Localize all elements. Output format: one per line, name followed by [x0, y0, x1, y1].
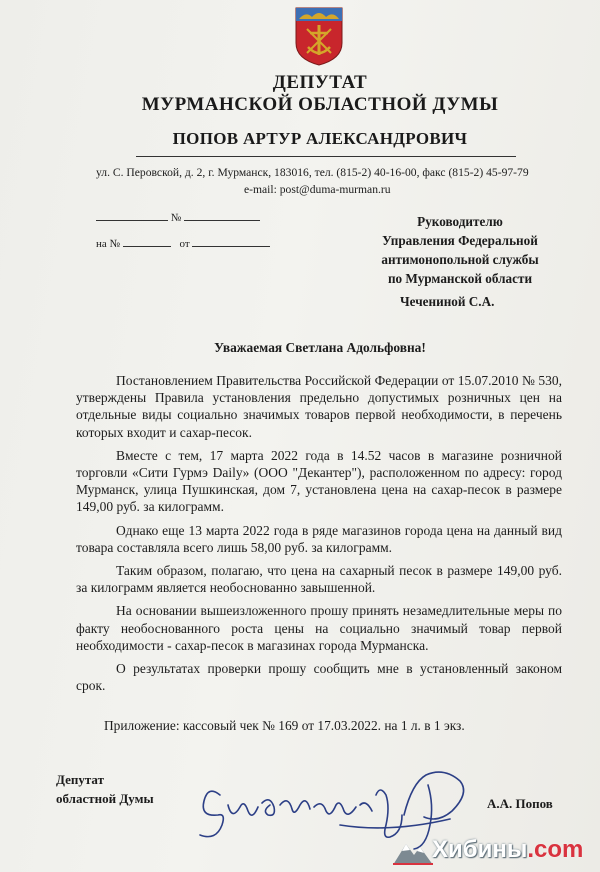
- letterhead-divider: [136, 156, 516, 157]
- attachment-note: Приложение: кассовый чек № 169 от 17.03.2022. на 1 л. в 1 экз.: [104, 718, 465, 733]
- signatory-name: А.А. Попов: [487, 796, 553, 811]
- recipient-line: Руководителю: [417, 214, 503, 229]
- reference-number-line: [96, 236, 270, 250]
- recipient-name: Чечениной С.А.: [400, 294, 495, 309]
- body-paragraph: Постановлением Правительства Российской Федерации от 15.07.2010 № 530, утверждены Правила установления предельно допустимых розничных цен на отдельные виды социально значимых товаров первой необходимости, в перечень которых входит и сахар-песок.: [76, 373, 562, 440]
- salutation: Уважаемая Светлана Адольфовна!: [214, 340, 426, 355]
- watermark-text: [432, 836, 583, 864]
- mountains-logo-icon: [392, 838, 434, 866]
- deputy-name: ПОПОВ АРТУР АЛЕКСАНДРОВИЧ: [172, 129, 468, 148]
- recipient-line: Управления Федеральной: [382, 233, 538, 248]
- body-paragraph: Таким образом, полагаю, что цена на сахарный песок в размере 149,00 руб. за килограмм является необоснованно завышенной.: [76, 563, 562, 596]
- murmansk-coat-of-arms-icon: [293, 5, 345, 67]
- ref-from-label: от: [179, 238, 190, 250]
- outgoing-number-line: [96, 210, 260, 224]
- body-paragraph: Однако еще 13 марта 2022 года в ряде магазинов города цена на данный вид товара составляла всего лишь 58,00 руб. за килограмм.: [76, 522, 562, 555]
- watermark-name: Хибины: [432, 836, 528, 863]
- body-paragraph: Вместе с тем, 17 марта 2022 года в 14.52 часов в магазине розничной торговли «Сити Гурмэ Daily» (ООО "Декантер"), расположенном по адресу: город Мурманск, улица Пушкинская, дом 7, установлена цена на сахар-песок в размере 149,00 руб. за килограмм.: [76, 447, 562, 515]
- date-blank: [96, 210, 168, 221]
- body-paragraph: О результатах проверки прошу сообщить мне в установленный законом срок.: [76, 661, 562, 694]
- signatory-title-line: Депутат: [56, 772, 104, 787]
- number-blank: [184, 210, 260, 221]
- letter-body: [76, 372, 562, 700]
- signatory-title: [56, 770, 154, 808]
- body-paragraph: На основании вышеизложенного прошу принять незамедлительные меры по факту необоснованного роста цены на социально значимый товар первой необходимости - сахар-песок в магазинах города Мурманска.: [76, 603, 562, 653]
- signatory-title-line: областной Думы: [56, 791, 154, 806]
- recipient-block: [360, 212, 560, 288]
- watermark-dot: .: [527, 836, 535, 863]
- watermark-tld: com: [534, 836, 584, 863]
- ref-prefix: на №: [96, 238, 121, 250]
- ref-date-blank: [192, 236, 270, 247]
- letterhead-email: e-mail: post@duma-murman.ru: [244, 183, 391, 196]
- letterhead-title: ДЕПУТАТ: [272, 72, 368, 93]
- site-watermark: [392, 836, 596, 868]
- letterhead-subtitle: МУРМАНСКОЙ ОБЛАСТНОЙ ДУМЫ: [141, 94, 499, 115]
- recipient-line: антимонопольной службы: [381, 252, 539, 267]
- number-sign: №: [170, 212, 182, 224]
- recipient-line: по Мурманской области: [387, 271, 533, 286]
- letterhead-address: ул. С. Перовской, д. 2, г. Мурманск, 183016, тел. (815-2) 40-16-00, факс (815-2) 45-97-79: [96, 166, 529, 179]
- ref-number-blank: [123, 236, 171, 247]
